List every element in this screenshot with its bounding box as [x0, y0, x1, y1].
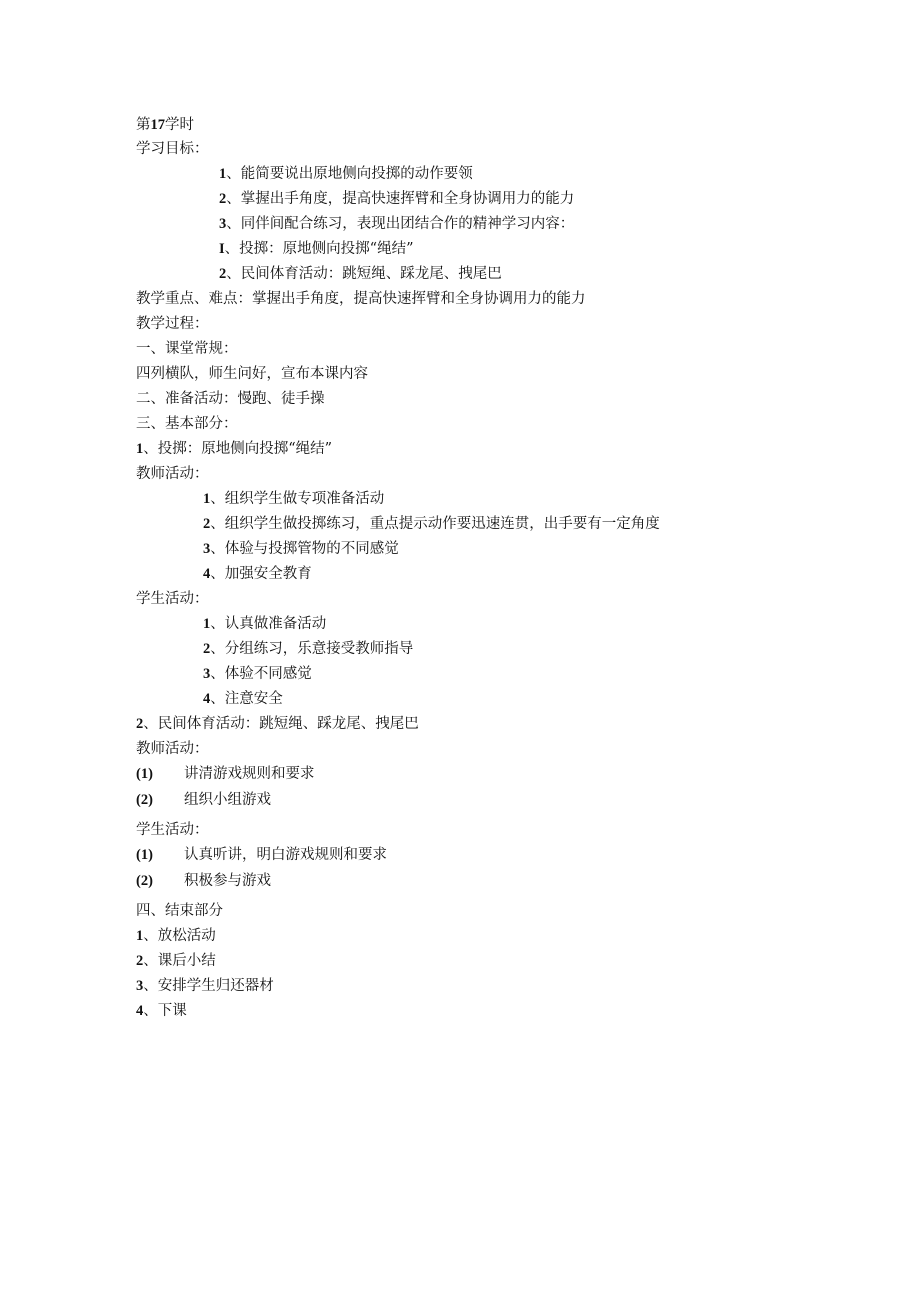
objective-item: 3、同伴间配合练习，表现出团结合作的精神学习内容： — [219, 216, 575, 232]
objective-item: 1、能简要说出原地侧向投掷的动作要领 — [219, 166, 473, 182]
part-2-heading: 2、民间体育活动：跳短绳、踩龙尾、拽尾巴 — [136, 716, 419, 732]
student-activity-item: 3、体验不同感觉 — [203, 666, 312, 682]
content-item: 2、民间体育活动：跳短绳、踩龙尾、拽尾巴 — [219, 266, 502, 282]
section-4-heading: 四、结束部分 — [136, 903, 223, 919]
objectives-heading: 学习目标： — [136, 141, 209, 157]
student-activity-item: (1) 认真听讲，明白游戏规则和要求 — [136, 847, 387, 863]
ending-item: 2、课后小结 — [136, 953, 216, 969]
student-activity-item: 1、认真做准备活动 — [203, 616, 327, 632]
ending-item: 3、安排学生归还器材 — [136, 978, 274, 994]
teacher-activity-heading: 教师活动： — [136, 466, 209, 482]
section-1-text: 四列横队，师生问好，宣布本课内容 — [136, 366, 368, 382]
student-activity-item: 2、分组练习，乐意接受教师指导 — [203, 641, 414, 657]
title-suffix: 学时 — [165, 117, 194, 133]
student-activity-heading: 学生活动： — [136, 591, 209, 607]
student-activity-heading: 学生活动： — [136, 822, 209, 838]
teacher-activity-heading: 教师活动： — [136, 741, 209, 757]
teacher-activity-item: 4、加强安全教育 — [203, 566, 312, 582]
student-activity-item: (2) 积极参与游戏 — [136, 873, 271, 889]
teacher-activity-item: 1、组织学生做专项准备活动 — [203, 491, 385, 507]
title-number: 17 — [150, 117, 165, 133]
ending-item: 1、放松活动 — [136, 928, 216, 944]
ending-item: 4、下课 — [136, 1003, 187, 1019]
section-2-heading: 二、准备活动：慢跑、徒手操 — [136, 391, 325, 407]
part-1-heading: 1、投掷：原地侧向投掷“绳结” — [136, 441, 333, 457]
objective-item: 2、掌握出手角度，提高快速挥臂和全身协调用力的能力 — [219, 191, 575, 207]
lesson-title — [136, 115, 194, 135]
teacher-activity-item: (1) 讲清游戏规则和要求 — [136, 766, 315, 782]
teacher-activity-item: 2、组织学生做投掷练习，重点提示动作要迅速连贯，出手要有一定角度 — [203, 516, 660, 532]
student-activity-item: 4、注意安全 — [203, 691, 283, 707]
teacher-activity-item: 3、体验与投掷管物的不同感觉 — [203, 541, 399, 557]
key-points: 教学重点、难点：掌握出手角度，提高快速挥臂和全身协调用力的能力 — [136, 291, 586, 307]
content-item: I、投掷：原地侧向投掷“绳结” — [219, 241, 414, 257]
section-1-heading: 一、课堂常规： — [136, 341, 238, 357]
process-heading: 教学过程： — [136, 316, 209, 332]
teacher-activity-item: (2) 组织小组游戏 — [136, 792, 271, 808]
title-prefix: 第 — [136, 117, 151, 133]
section-3-heading: 三、基本部分： — [136, 416, 238, 432]
